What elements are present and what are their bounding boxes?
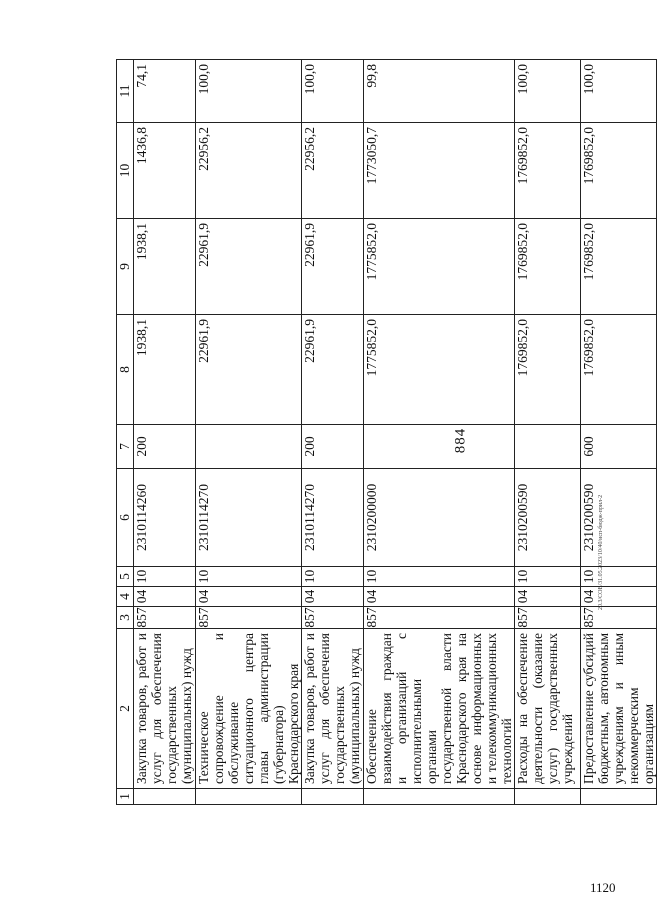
cell-percent: 100,0 — [581, 60, 657, 123]
row-name: Обеспечение взаимодействия граждан и организаций с исполнительными органами государственной власти Краснодарского края на основе информационных и телекоммуникационных технологий — [364, 629, 515, 789]
folio-number: 1120 — [590, 880, 616, 895]
cell-subsection: 10 — [196, 567, 302, 587]
cell-expense-type — [196, 425, 302, 469]
column-header: 3 — [117, 607, 134, 629]
cell-percent: 74,1 — [134, 60, 196, 123]
cell-code: 857 — [302, 607, 364, 629]
cell-value: 1436,8 — [134, 123, 196, 219]
cell-subsection: 10 — [302, 567, 364, 587]
column-header: 9 — [117, 219, 134, 315]
column-header: 10 — [117, 123, 134, 219]
row-name: Предоставление субсидий бюджетным, автономным учреждениям и иным некоммерческим организациям — [581, 629, 657, 789]
cell-value: 1769852,0 — [581, 219, 657, 315]
cell-percent: 99,8 — [364, 60, 515, 123]
table-row — [134, 60, 196, 805]
cell-value: 1775852,0 — [364, 219, 515, 315]
cell-value: 1769852,0 — [515, 315, 581, 425]
column-number-row — [117, 60, 134, 805]
cell-section: 04 — [581, 587, 657, 607]
cell-value: 22956,2 — [196, 123, 302, 219]
cell-code: 857 — [581, 607, 657, 629]
page-number: 884 — [452, 427, 469, 454]
cell-code: 857 — [134, 607, 196, 629]
cell-section: 04 — [515, 587, 581, 607]
column-header: 2 — [117, 629, 134, 789]
cell-value: 22961,9 — [302, 315, 364, 425]
cell-expense-type: 200 — [134, 425, 196, 469]
table-row — [364, 60, 515, 805]
table-row — [581, 60, 657, 805]
table-row — [196, 60, 302, 805]
column-header: 4 — [117, 587, 134, 607]
column-header: 8 — [117, 315, 134, 425]
row-name: Закупка товаров, работ и услуг для обеспечения государственных (муниципальных) нужд — [302, 629, 364, 789]
cell-value: 1775852,0 — [364, 315, 515, 425]
cell-target-article: 2310200590 — [515, 469, 581, 567]
cell-value: 1769852,0 — [581, 123, 657, 219]
cell-subsection: 10 — [134, 567, 196, 587]
table-row — [302, 60, 364, 805]
cell-value: 1773050,7 — [364, 123, 515, 219]
cell-expense-type: 600 — [581, 425, 657, 469]
cell-value: 22961,9 — [302, 219, 364, 315]
cell-value: 1769852,0 — [515, 219, 581, 315]
cell-percent: 100,0 — [302, 60, 364, 123]
cell-value: 1938,1 — [134, 315, 196, 425]
row-name: Техническое сопровождение и обслуживание ситуационного центра главы администрации (губернатора) Краснодарского края — [196, 629, 302, 789]
cell-expense-type — [364, 425, 515, 469]
budget-table — [116, 59, 657, 805]
cell-subsection: 10 — [515, 567, 581, 587]
cell-percent: 100,0 — [196, 60, 302, 123]
row-name: Расходы на обеспечение деятельности (оказание услуг) государственных учреждений — [515, 629, 581, 789]
table-row — [515, 60, 581, 805]
cell-expense-type — [515, 425, 581, 469]
cell-section: 04 — [196, 587, 302, 607]
cell-value: 22956,2 — [302, 123, 364, 219]
cell-value: 1769852,0 — [581, 315, 657, 425]
cell-section: 04 — [302, 587, 364, 607]
cell-code: 857 — [515, 607, 581, 629]
column-header: 11 — [117, 60, 134, 123]
cell-target-article: 2310114260 — [134, 469, 196, 567]
cell-subsection: 10 — [364, 567, 515, 587]
cell-target-article: 2310114270 — [302, 469, 364, 567]
cell-target-article: 2310200000 — [364, 469, 515, 567]
document-stamp: 20.3/СОВ/31.05.2023/10/40/исп-бюдж-прил-2 — [598, 494, 604, 610]
column-header: 7 — [117, 425, 134, 469]
cell-value: 1938,1 — [134, 219, 196, 315]
cell-code: 857 — [364, 607, 515, 629]
cell-section: 04 — [364, 587, 515, 607]
cell-value: 22961,9 — [196, 219, 302, 315]
cell-section: 04 — [134, 587, 196, 607]
column-header: 1 — [117, 789, 134, 805]
cell-code: 857 — [196, 607, 302, 629]
cell-target-article: 2310114270 — [196, 469, 302, 567]
cell-value: 1769852,0 — [515, 123, 581, 219]
column-header: 6 — [117, 469, 134, 567]
cell-subsection: 10 — [581, 567, 657, 587]
cell-percent: 100,0 — [515, 60, 581, 123]
cell-target-article: 2310200590 — [581, 469, 657, 567]
row-name: Закупка товаров, работ и услуг для обеспечения государственных (муниципальных) нужд — [134, 629, 196, 789]
cell-value: 22961,9 — [196, 315, 302, 425]
column-header: 5 — [117, 567, 134, 587]
cell-expense-type: 200 — [302, 425, 364, 469]
